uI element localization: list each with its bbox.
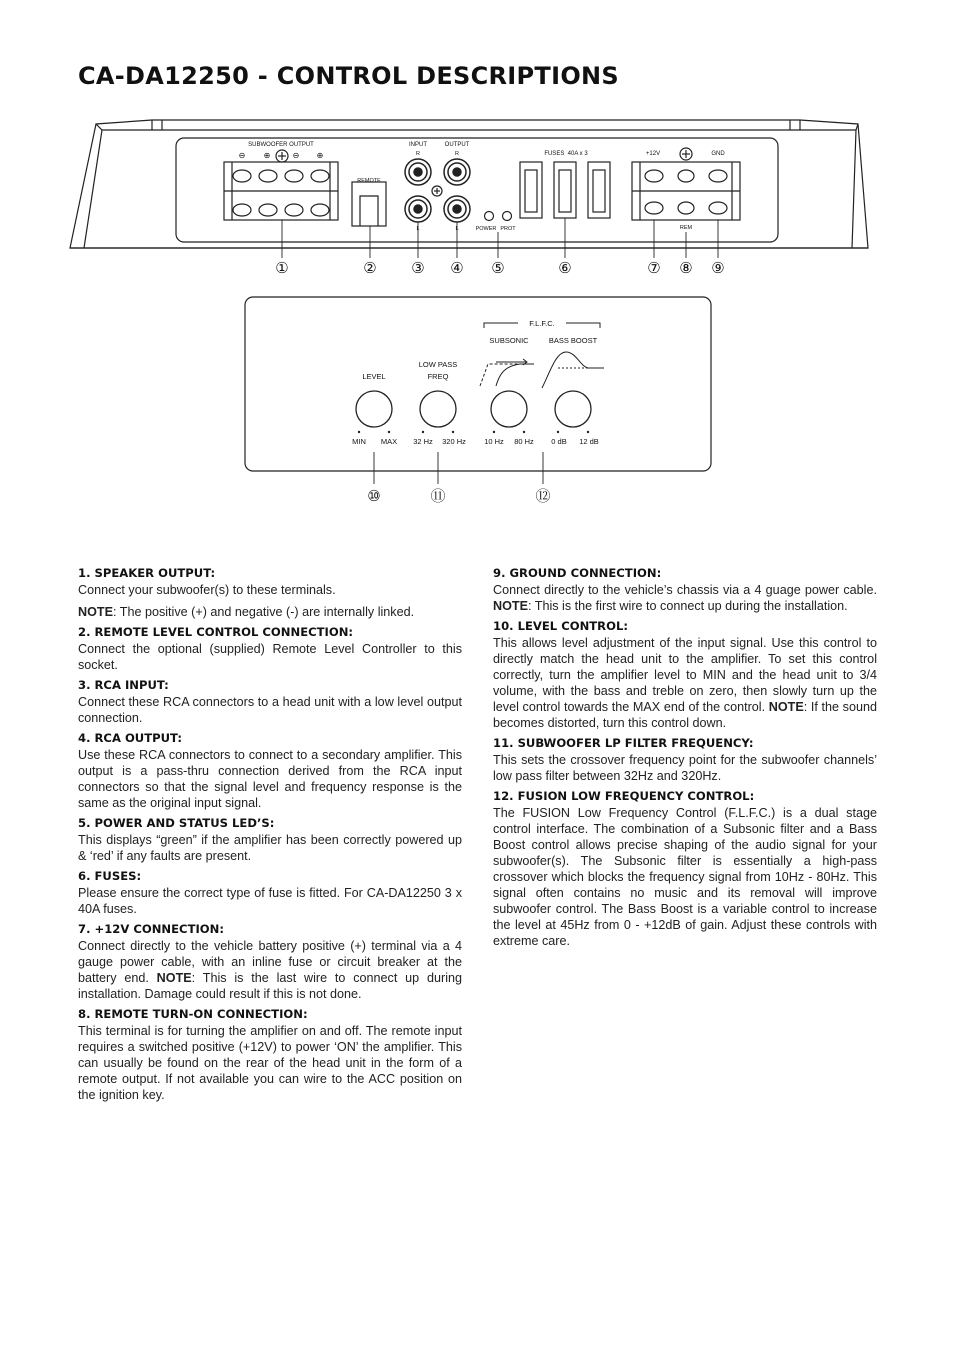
label-level: LEVEL (362, 372, 386, 381)
section-heading: 8. REMOTE TURN-ON CONNECTION: (78, 1007, 308, 1021)
label-lpf-line1: LOW PASS (418, 360, 458, 369)
section-power-leds (78, 816, 462, 864)
label-output-r: R (455, 151, 459, 157)
section-heading: 3. RCA INPUT: (78, 678, 169, 692)
text-part: Connect directly to the vehicle’s chassis via a 4 guage power cable. (493, 583, 877, 597)
label-power: POWER (475, 226, 497, 232)
section-heading: 9. GROUND CONNECTION: (493, 566, 662, 580)
sub-sign-1: ⊖ (238, 151, 246, 160)
label-remote: REMOTE (357, 178, 381, 184)
subsonic-curve-icon (480, 359, 534, 386)
descriptions-left-column (78, 566, 462, 1108)
label-sub-max: 80 Hz (514, 437, 534, 446)
callout-6: ⑥ (558, 260, 572, 277)
section-text: This sets the crossover frequency point for the subwoofer channels’ low pass filter between 32Hz and 320Hz. (493, 753, 877, 783)
callout-7: ⑦ (647, 260, 661, 277)
section-remote-level (78, 625, 462, 673)
bass-boost-knob[interactable] (555, 391, 591, 427)
label-rem: REM (679, 225, 693, 231)
text-part: Connect directly to the vehicle battery positive (+) terminal via a 4 gauge power cable, with an inline fuse or circuit breaker at the battery end. (78, 939, 462, 985)
callout-4: ④ (450, 260, 464, 277)
control-panel-diagram (0, 290, 954, 510)
label-bass-boost: BASS BOOST (548, 336, 598, 345)
section-heading: 1. SPEAKER OUTPUT: (78, 566, 216, 580)
note-label: NOTE (78, 605, 113, 619)
section-text: The FUSION Low Frequency Control (F.L.F.C.) is a dual stage control interface. The combination of a Subsonic filter and a Bass Boost control allows precise shaping of the audio signal for your subwoofer(s). The Subsonic filter is essentially a high-pass crossover which blocks the frequency signal from 10Hz - 80Hz. This signal often contains no music and its removal will improve subwoofer control. The Bass Boost is a variable control to increase the level at 45Hz from 0 - +12dB of gain. Adjust these controls with extreme care. (493, 806, 877, 948)
section-lp-filter (493, 736, 877, 784)
section-rca-output (78, 731, 462, 811)
label-input-l: L (416, 226, 420, 232)
note-label: NOTE (156, 971, 192, 985)
section-heading: 12. FUSION LOW FREQUENCY CONTROL: (493, 789, 755, 803)
callout-12: ⑫ (535, 488, 551, 505)
label-level-min: MIN (352, 437, 366, 446)
label-gnd: GND (711, 151, 725, 157)
section-text: Connect your subwoofer(s) to these terminals. (78, 583, 336, 597)
note-text: : The positive (+) and negative (-) are internally linked. (112, 605, 415, 619)
label-12v: +12V (645, 151, 661, 157)
section-heading: 6. FUSES: (78, 869, 142, 883)
bass-boost-curve-icon (542, 352, 604, 388)
section-rca-input (78, 678, 462, 726)
amplifier-panel-diagram (0, 110, 954, 280)
label-fuses: FUSES 40A x 3 (544, 151, 588, 157)
section-heading: 10. LEVEL CONTROL: (493, 619, 628, 633)
label-output-l: L (455, 226, 459, 232)
section-text (78, 604, 462, 620)
section-heading: 11. SUBWOOFER LP FILTER FREQUENCY: (493, 736, 754, 750)
note-text: : This is the last wire to connect up during installation. Damage could result if this is not done. (78, 971, 463, 1001)
section-text (493, 582, 877, 614)
section-ground (493, 566, 877, 614)
callout-9: ⑨ (711, 260, 725, 277)
section-heading: 2. REMOTE LEVEL CONTROL CONNECTION: (78, 625, 354, 639)
section-text (493, 635, 877, 731)
label-flfc: F.L.F.C. (529, 319, 555, 328)
page-title: CA-DA12250 - CONTROL DESCRIPTIONS (78, 62, 620, 90)
section-level-control (493, 619, 877, 731)
sub-sign-4: ⊕ (316, 151, 324, 160)
section-text: Connect these RCA connectors to a head unit with a low level output connection. (78, 695, 462, 725)
label-subwoofer-output: SUBWOOFER OUTPUT (248, 142, 314, 148)
section-text: This displays “green” if the amplifier has been correctly powered up & ‘red’ if any faults are present. (78, 833, 462, 863)
text-part: This allows level adjustment of the input signal. Use this control to directly match the head unit to the amplifier. To set this control correctly, turn the amplifier level to MIN and the head unit to 3/4 volume, with the bass and treble on zero, then slowly turn up the level control towards the MAX end of the control. (493, 636, 877, 714)
label-level-max: MAX (380, 437, 398, 446)
label-sub-min: 10 Hz (484, 437, 504, 446)
label-lpf-line2: FREQ (427, 372, 449, 381)
sub-sign-3: ⊖ (292, 151, 300, 160)
level-knob[interactable] (356, 391, 392, 427)
callout-10: ⑩ (367, 488, 381, 505)
sub-sign-2: ⊕ (263, 151, 271, 160)
label-output: OUTPUT (444, 142, 470, 148)
section-12v (78, 922, 462, 1002)
label-subsonic: SUBSONIC (489, 336, 529, 345)
label-bb-max: 12 dB (579, 437, 599, 446)
section-text: Use these RCA connectors to connect to a secondary amplifier. This output is a pass-thru connection derived from the RCA input connectors so that the signal level and frequency response is the same as the original input signal. (78, 748, 462, 810)
section-fuses (78, 869, 462, 917)
callout-8: ⑧ (679, 260, 693, 277)
section-text (78, 938, 462, 1002)
callout-1: ① (275, 260, 289, 277)
section-text: Connect the optional (supplied) Remote Level Controller to this socket. (78, 642, 462, 672)
label-lpf-max: 320 Hz (442, 437, 466, 446)
label-input: INPUT (409, 142, 427, 148)
note-text: : This is the first wire to connect up during the installation. (527, 599, 848, 613)
subsonic-knob[interactable] (491, 391, 527, 427)
section-heading: 5. POWER AND STATUS LED’S: (78, 816, 275, 830)
section-speaker-output (78, 566, 462, 620)
label-lpf-min: 32 Hz (413, 437, 433, 446)
section-remote-turn-on (78, 1007, 462, 1103)
callout-3: ③ (411, 260, 425, 277)
callout-11: ⑪ (430, 488, 446, 505)
section-text: This terminal is for turning the amplifier on and off. The remote input requires a switched positive (+12V) to power ‘ON’ the amplifier. This can usually be found on the rear of the head unit in the form of a remote output. If not available you can wire to the ACC position on the ignition key. (78, 1024, 462, 1102)
label-input-r: R (416, 151, 420, 157)
section-flfc (493, 789, 877, 949)
note-label: NOTE (768, 700, 804, 714)
note-text: : If the sound becomes distorted, turn this control down. (493, 700, 877, 730)
note-label: NOTE (493, 599, 528, 613)
descriptions-right-column (493, 566, 877, 954)
lpf-knob[interactable] (420, 391, 456, 427)
section-heading: 4. RCA OUTPUT: (78, 731, 182, 745)
section-text: Please ensure the correct type of fuse is fitted. For CA-DA12250 3 x 40A fuses. (78, 886, 462, 916)
callout-2: ② (363, 260, 377, 277)
label-prot: PROT (500, 226, 516, 232)
label-bb-min: 0 dB (551, 437, 567, 446)
section-heading: 7. +12V CONNECTION: (78, 922, 224, 936)
callout-5: ⑤ (491, 260, 505, 277)
